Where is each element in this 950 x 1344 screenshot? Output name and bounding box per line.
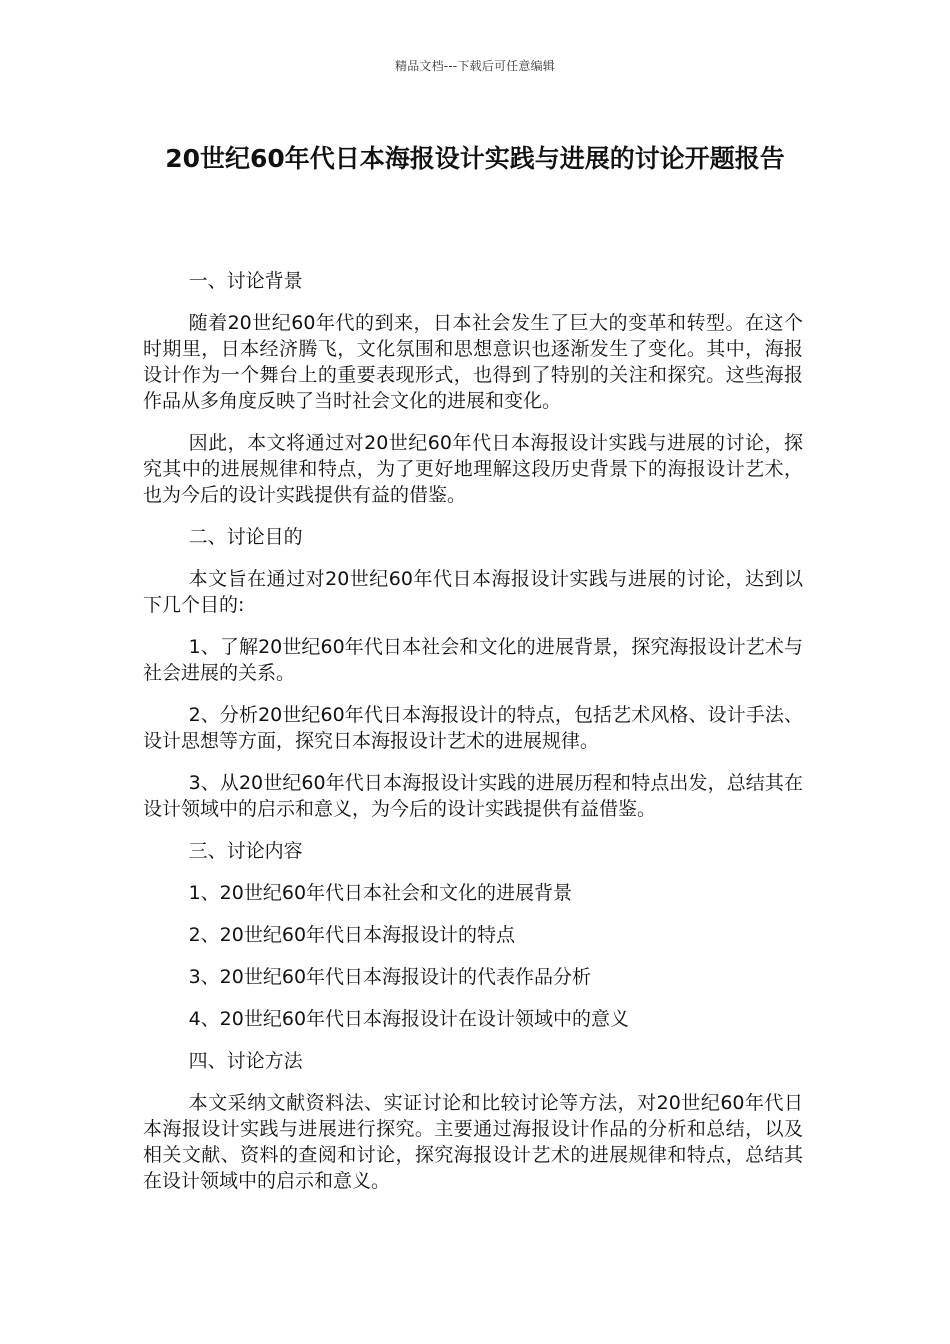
paragraph: 随着20世纪60年代的到来，日本社会发生了巨大的变革和转型。在这个时期里，日本经济腾飞，文化氛围和思想意识也逐渐发生了变化。其中，海报设计作为一个舞台上的重要表现形式，也得到了特别的关注和探究。这些海报作品从多角度反映了当时社会文化的进展和变化。 [143,312,803,412]
section-heading-background: 一、讨论背景 [188,270,303,292]
document-title: 20世纪60年代日本海报设计实践与进展的讨论开题报告 [165,144,785,173]
paragraph: 本文采纳文献资料法、实证讨论和比较讨论等方法，对20世纪60年代日本海报设计实践与进展进行探究。主要通过海报设计作品的分析和总结，以及相关文献、资料的查阅和讨论，探究海报设计艺术的进展规律和特点，总结其在设计领域中的启示和意义。 [143,1092,803,1192]
document-body [143,268,803,1210]
paragraph: 本文旨在通过对20世纪60年代日本海报设计实践与进展的讨论，达到以下几个目的: [143,568,803,616]
section-heading-purpose: 二、讨论目的 [188,526,303,548]
list-item: 3、20世纪60年代日本海报设计的代表作品分析 [188,966,592,988]
list-item: 1、20世纪60年代日本社会和文化的进展背景 [188,882,573,904]
list-item: 3、从20世纪60年代日本海报设计实践的进展历程和特点出发，总结其在设计领域中的启示和意义，为今后的设计实践提供有益借鉴。 [143,772,803,820]
section-heading-method: 四、讨论方法 [188,1050,303,1072]
header-note: 精品文档---下载后可任意编辑 [395,59,555,73]
section-heading-content: 三、讨论内容 [188,840,303,862]
list-item: 2、20世纪60年代日本海报设计的特点 [188,924,516,946]
paragraph: 因此，本文将通过对20世纪60年代日本海报设计实践与进展的讨论，探究其中的进展规律和特点，为了更好地理解这段历史背景下的海报设计艺术，也为今后的设计实践提供有益的借鉴。 [143,432,803,506]
list-item: 4、20世纪60年代日本海报设计在设计领域中的意义 [188,1008,630,1030]
list-item: 1、了解20世纪60年代日本社会和文化的进展背景，探究海报设计艺术与社会进展的关系。 [143,636,803,684]
list-item: 2、分析20世纪60年代日本海报设计的特点，包括艺术风格、设计手法、设计思想等方面，探究日本海报设计艺术的进展规律。 [143,704,803,752]
